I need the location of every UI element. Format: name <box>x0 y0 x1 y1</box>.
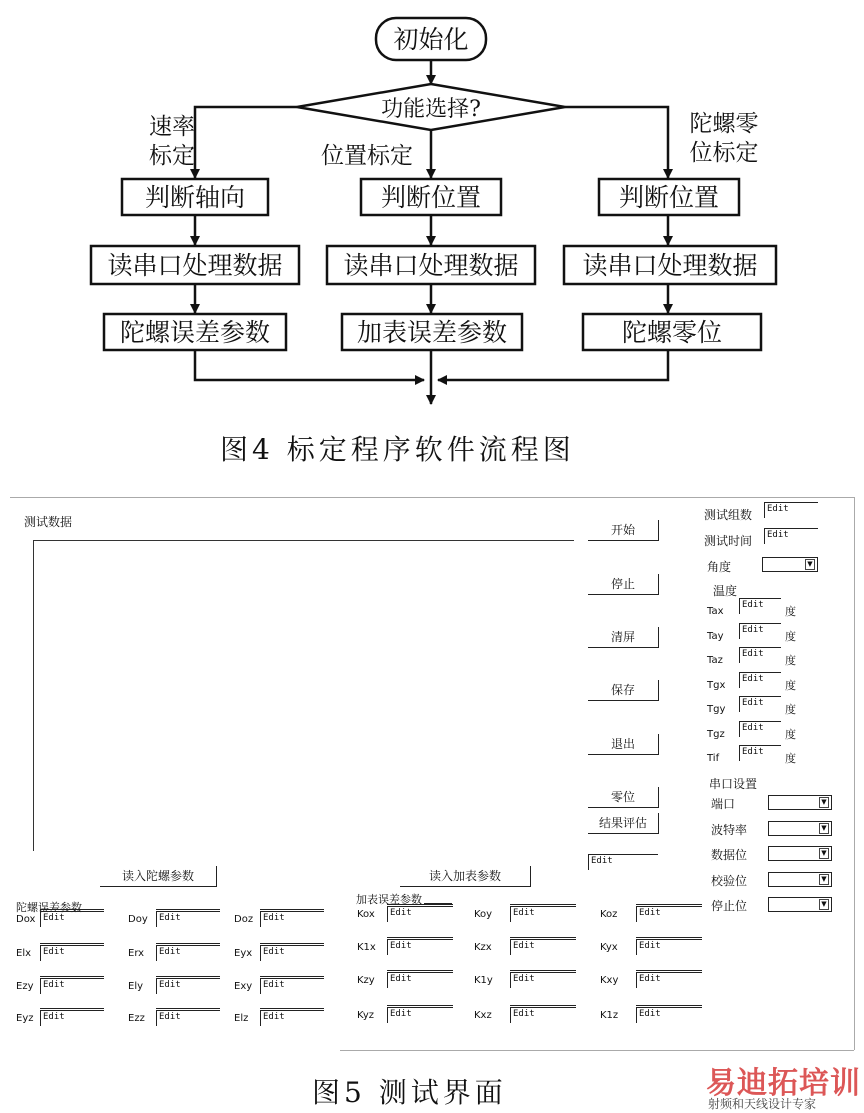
gyro-params-title: 陀螺误差参数 <box>16 901 82 914</box>
serial-label: 停止位 <box>711 899 748 913</box>
gyro-param-edit[interactable]: Edit <box>156 1010 220 1026</box>
accel-param-label: K1x <box>357 942 376 953</box>
temp-label: Tay <box>707 630 724 642</box>
gyro-param-edit-underline <box>260 909 324 910</box>
gyro-param-edit-underline <box>260 976 324 977</box>
accel-param-edit-underline <box>510 970 576 971</box>
temp-label: Tax <box>707 606 724 617</box>
gyro-param-label: Eyz <box>16 1013 34 1024</box>
flow-start-text: 初始化 <box>393 25 469 54</box>
flow-mid-step-1-text: 判断位置 <box>380 183 482 212</box>
chevron-down-icon: ▼ <box>819 874 829 885</box>
accel-param-edit-underline <box>510 1005 576 1006</box>
read-accel-params-button[interactable]: 读入加表参数 <box>400 866 531 887</box>
accel-param-edit-underline <box>510 937 576 938</box>
angle-select[interactable] <box>762 557 818 572</box>
accel-param-edit-underline <box>387 937 453 938</box>
temp-label: Taz <box>707 655 723 666</box>
test-groups-label: 测试组数 <box>704 508 753 522</box>
flow-left-step-1-text: 判断轴向 <box>144 183 246 212</box>
flow-branch-right-label-2: 位标定 <box>689 140 759 166</box>
gyro-param-label: Ezy <box>16 981 34 992</box>
chevron-down-icon: ▼ <box>819 797 829 808</box>
temp-edit[interactable]: Edit <box>739 696 781 712</box>
temp-edit[interactable]: Edit <box>739 598 781 614</box>
serial-select[interactable] <box>768 795 832 810</box>
gyro-param-edit-underline <box>260 1008 324 1009</box>
test-data-label: 测试数据 <box>24 515 73 529</box>
accel-param-label: Kzy <box>357 975 375 986</box>
panel-top-border <box>10 497 855 498</box>
accel-param-edit[interactable]: Edit <box>387 1007 453 1023</box>
evaluate-result-edit[interactable]: Edit <box>588 854 658 870</box>
temperature-label: 温度 <box>713 584 738 598</box>
accel-param-label: Kxy <box>600 975 619 986</box>
accel-param-edit[interactable]: Edit <box>510 906 576 922</box>
serial-label: 校验位 <box>711 873 748 888</box>
evaluate-button[interactable]: 结果评估 <box>588 813 659 834</box>
degree-unit: 度 <box>785 752 796 765</box>
temp-label: Tif <box>707 753 720 764</box>
gyro-param-label: Eyx <box>234 948 253 959</box>
test-time-edit[interactable]: Edit <box>764 528 818 544</box>
accel-param-label: Kzx <box>474 942 492 953</box>
save-button[interactable]: 保存 <box>588 680 659 701</box>
temp-label: Tgx <box>707 679 726 691</box>
test-time-label: 测试时间 <box>704 534 753 548</box>
gyro-param-edit-underline <box>156 909 220 910</box>
panel-right-border <box>854 497 855 1050</box>
gyro-param-edit[interactable]: Edit <box>156 945 220 961</box>
gyro-param-edit-underline <box>156 976 220 977</box>
chevron-down-icon: ▼ <box>819 848 829 859</box>
gyro-param-label: Doz <box>234 914 254 925</box>
degree-unit: 度 <box>785 629 796 643</box>
zero-button[interactable]: 零位 <box>588 787 659 808</box>
gyro-param-edit[interactable]: Edit <box>156 911 220 927</box>
gyro-param-label: Ezz <box>128 1013 145 1024</box>
serial-select[interactable] <box>768 897 832 912</box>
gyro-param-edit-underline <box>156 1008 220 1009</box>
gyro-param-edit-underline <box>156 943 220 944</box>
test-groups-edit[interactable]: Edit <box>764 502 818 518</box>
exit-button[interactable]: 退出 <box>588 734 659 755</box>
accel-param-edit-underline <box>636 937 702 938</box>
serial-settings-label: 串口设置 <box>709 777 758 791</box>
accel-params-title: 加表误差参数 <box>356 893 422 906</box>
accel-param-edit-underline <box>636 970 702 971</box>
watermark-brand: 易迪拓培训 <box>706 1066 861 1101</box>
gyro-param-label: Dox <box>16 914 36 925</box>
temp-edit[interactable]: Edit <box>739 623 781 639</box>
accel-param-label: Kyx <box>600 942 618 953</box>
gyro-param-edit[interactable]: Edit <box>40 945 104 961</box>
serial-label: 数据位 <box>711 848 748 862</box>
accel-param-label: Kxz <box>474 1010 492 1021</box>
temp-edit[interactable]: Edit <box>739 721 781 737</box>
gyro-param-label: Doy <box>128 914 148 925</box>
accel-param-edit-underline <box>387 970 453 971</box>
accel-param-edit-underline <box>636 1005 702 1006</box>
stop-button[interactable]: 停止 <box>588 574 659 595</box>
accel-param-edit[interactable]: Edit <box>510 939 576 955</box>
accel-param-edit[interactable]: Edit <box>636 972 702 988</box>
gyro-param-edit[interactable]: Edit <box>260 1010 324 1026</box>
gyro-param-label: Elz <box>234 1013 249 1024</box>
gyro-param-edit-underline <box>40 909 104 910</box>
accel-param-edit-underline <box>387 904 453 905</box>
degree-unit: 度 <box>785 678 796 692</box>
accel-param-edit[interactable]: Edit <box>636 939 702 955</box>
chevron-down-icon: ▼ <box>805 559 815 570</box>
serial-label: 端口 <box>711 797 736 811</box>
gyro-param-edit[interactable]: Edit <box>156 978 220 994</box>
flow-branch-mid-label: 位置标定 <box>321 143 413 169</box>
flow-left-step-2-text: 读串口处理数据 <box>107 251 283 280</box>
accel-param-edit[interactable]: Edit <box>387 906 453 922</box>
accel-param-edit[interactable]: Edit <box>387 972 453 988</box>
accel-param-label: Kyz <box>357 1010 374 1021</box>
gyro-param-label: Ely <box>128 981 144 992</box>
read-gyro-params-button[interactable]: 读入陀螺参数 <box>100 866 217 887</box>
gyro-param-edit-underline <box>40 1008 104 1009</box>
chevron-down-icon: ▼ <box>819 823 829 834</box>
temp-edit[interactable]: Edit <box>739 745 781 761</box>
test-data-display[interactable] <box>33 540 574 851</box>
accel-param-edit[interactable]: Edit <box>387 939 453 955</box>
watermark-slogan: 射频和天线设计专家 <box>708 1097 817 1111</box>
serial-select[interactable] <box>768 821 832 836</box>
accel-param-label: K1y <box>474 975 493 986</box>
flow-right-step-2-text: 读串口处理数据 <box>582 251 758 280</box>
temp-edit[interactable]: Edit <box>739 672 781 688</box>
accel-param-edit[interactable]: Edit <box>510 1007 576 1023</box>
temp-label: Tgz <box>707 728 725 740</box>
accel-param-label: Koz <box>600 909 618 920</box>
flowchart-figure <box>0 0 864 470</box>
gyro-param-edit-underline <box>40 943 104 944</box>
flow-right-step-3-text: 陀螺零位 <box>621 318 723 347</box>
gyro-param-edit[interactable]: Edit <box>260 945 324 961</box>
serial-select[interactable] <box>768 846 832 861</box>
gyro-param-edit[interactable]: Edit <box>40 978 104 994</box>
accel-param-label: Koy <box>474 909 493 920</box>
serial-label: 波特率 <box>711 822 748 837</box>
accel-param-edit[interactable]: Edit <box>636 1007 702 1023</box>
gyro-param-edit[interactable]: Edit <box>40 911 104 927</box>
chevron-down-icon: ▼ <box>819 899 829 910</box>
flow-branch-left-label-1: 速率 <box>149 114 195 140</box>
gyro-param-edit[interactable]: Edit <box>40 1010 104 1026</box>
accel-param-edit-underline <box>387 1005 453 1006</box>
gyro-param-edit-underline <box>260 943 324 944</box>
accel-param-edit-underline <box>510 904 576 905</box>
flow-mid-step-3-text: 加表误差参数 <box>356 318 508 347</box>
flow-left-step-3-text: 陀螺误差参数 <box>119 318 271 347</box>
flow-right-step-1-text: 判断位置 <box>618 183 720 212</box>
clear-screen-button[interactable]: 清屏 <box>588 627 659 648</box>
serial-select[interactable] <box>768 872 832 887</box>
gyro-param-label: Exy <box>234 981 253 992</box>
temp-edit[interactable]: Edit <box>739 647 781 663</box>
degree-unit: 度 <box>785 703 796 716</box>
fig4-caption: 图4 标定程序软件流程图 <box>220 433 575 466</box>
flow-mid-step-2-text: 读串口处理数据 <box>343 251 519 280</box>
start-button[interactable]: 开始 <box>588 520 659 541</box>
gyro-param-edit-underline <box>40 976 104 977</box>
panel-bottom-border <box>340 1050 854 1051</box>
flow-branch-right-label-1: 陀螺零 <box>689 111 759 137</box>
fig5-caption: 图5 测试界面 <box>312 1076 507 1109</box>
degree-unit: 度 <box>785 727 796 741</box>
accel-param-label: K1z <box>600 1010 619 1021</box>
temp-label: Tgy <box>707 704 726 715</box>
angle-label: 角度 <box>707 560 732 574</box>
degree-unit: 度 <box>785 654 796 667</box>
accel-param-label: Kox <box>357 909 375 920</box>
gyro-param-edit[interactable]: Edit <box>260 911 324 927</box>
degree-unit: 度 <box>785 605 796 618</box>
gyro-param-label: Elx <box>16 948 32 959</box>
gyro-param-label: Erx <box>128 948 145 959</box>
flow-branch-left-label-2: 标定 <box>149 143 195 169</box>
flow-decision-text: 功能选择? <box>381 97 481 122</box>
accel-param-edit[interactable]: Edit <box>636 906 702 922</box>
accel-param-edit-underline <box>636 904 702 905</box>
accel-param-edit[interactable]: Edit <box>510 972 576 988</box>
gyro-param-edit[interactable]: Edit <box>260 978 324 994</box>
